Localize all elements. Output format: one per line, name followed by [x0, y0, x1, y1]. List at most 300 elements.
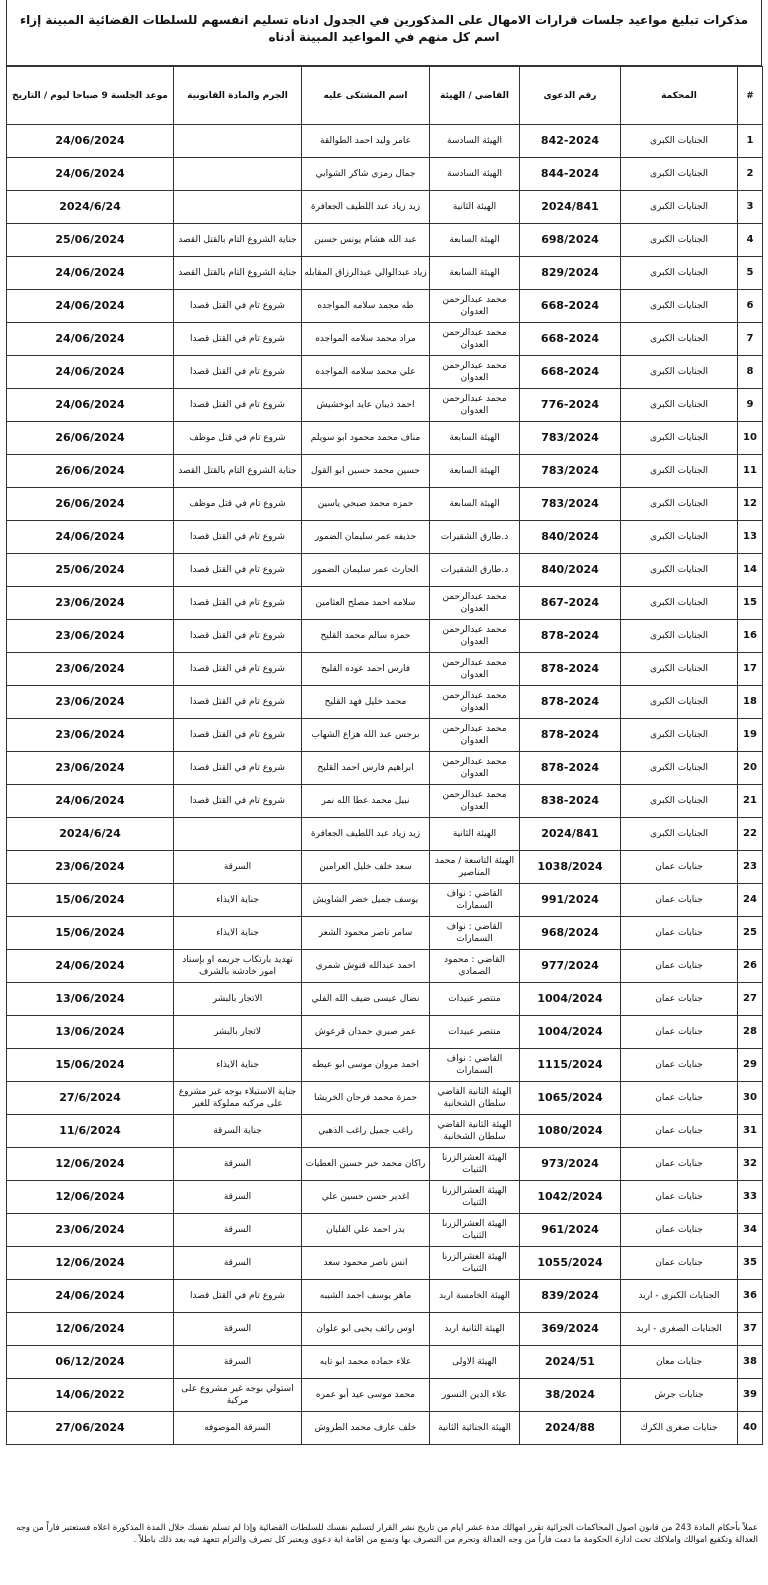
cell-judge: الهيئة الثانية اربد: [430, 1313, 520, 1346]
cell-case-number: 878-2024: [520, 719, 621, 752]
cell-index: 16: [738, 620, 763, 653]
cell-session-date: 25/06/2024: [7, 224, 174, 257]
cell-court: الجنايات الكبرى: [621, 356, 738, 389]
cell-charge: جناية الايذاء: [174, 917, 302, 950]
cell-case-number: 1080/2024: [520, 1115, 621, 1148]
cell-judge: الهيئة السادسة: [430, 125, 520, 158]
table-row: [7, 719, 763, 752]
cell-charge: الاتجار بالبشر: [174, 983, 302, 1016]
cell-case-number: 991/2024: [520, 884, 621, 917]
cell-case-number: 867-2024: [520, 587, 621, 620]
table-header: [7, 67, 763, 125]
cell-case-number: 1055/2024: [520, 1247, 621, 1280]
cell-court: الجنايات الكبرى - اربد: [621, 1280, 738, 1313]
cell-defendant: محمد موسى عيد أبو عمره: [302, 1379, 430, 1412]
cell-case-number: 961/2024: [520, 1214, 621, 1247]
cell-index: 12: [738, 488, 763, 521]
cell-judge: الهيئة الثانية: [430, 191, 520, 224]
cell-judge: علاء الدين النسور: [430, 1379, 520, 1412]
cell-session-date: 24/06/2024: [7, 950, 174, 983]
cell-court: الجنايات الكبرى: [621, 818, 738, 851]
cell-session-date: 24/06/2024: [7, 785, 174, 818]
cell-case-number: 1038/2024: [520, 851, 621, 884]
table-row: [7, 851, 763, 884]
cell-charge: جناية السرقة: [174, 1115, 302, 1148]
table-row: [7, 884, 763, 917]
cell-court: جنايات عمان: [621, 884, 738, 917]
cell-defendant: احمد ذيبان عايد ابوخشيش: [302, 389, 430, 422]
cell-index: 17: [738, 653, 763, 686]
table-row: [7, 818, 763, 851]
table-row: [7, 1049, 763, 1082]
cell-index: 10: [738, 422, 763, 455]
cell-charge: استولي بوجه غير مشروع على مركبة: [174, 1379, 302, 1412]
cell-session-date: 23/06/2024: [7, 851, 174, 884]
table-row: [7, 521, 763, 554]
table-row: [7, 224, 763, 257]
table-row: [7, 1214, 763, 1247]
cell-court: الجنايات الكبرى: [621, 257, 738, 290]
cell-judge: الهيئة الاولى: [430, 1346, 520, 1379]
cell-case-number: 783/2024: [520, 455, 621, 488]
cell-court: الجنايات الكبرى: [621, 785, 738, 818]
cell-charge: جناية الايذاء: [174, 1049, 302, 1082]
cell-session-date: 12/06/2024: [7, 1247, 174, 1280]
cell-session-date: 24/06/2024: [7, 257, 174, 290]
table-row: [7, 389, 763, 422]
cell-judge: الهيئة الجنائية الثانية: [430, 1412, 520, 1445]
cell-index: 5: [738, 257, 763, 290]
legal-footer-text: عملاً بأحكام المادة 243 من قانون اصول المحاكمات الجزائية تقرر امهالك مدة عشر ايام من تاريخ نشر القرار لتسليم نفسك للسلطات القضائية وإذا لم تسلم نفسك خلال المدة المذكورة اعلاه فستعتبر فاراً من وجه العدالة وتكفيع اموالك واملاكك تحت ادارة الحكومة ما دمت فاراً من وجه العدالة وتحرم من التصرف بها وتمنع من اقامة اية دعوى ويعتبر كل تصرف والتزام تتعهد فيه بعد ذلك باطلاً .: [16, 1523, 758, 1545]
cell-defendant: جمال رمزي شاكر الشوابي: [302, 158, 430, 191]
cell-charge: [174, 158, 302, 191]
cell-index: 28: [738, 1016, 763, 1049]
cell-case-number: 878-2024: [520, 752, 621, 785]
cell-judge: القاضي : نواف السمارات: [430, 1049, 520, 1082]
cell-index: 9: [738, 389, 763, 422]
table-row: [7, 290, 763, 323]
cell-defendant: راكان محمد خير حسين العطيات: [302, 1148, 430, 1181]
cell-judge: الهيئة العشرالزرنا الثنيات: [430, 1181, 520, 1214]
cell-index: 4: [738, 224, 763, 257]
cell-session-date: 23/06/2024: [7, 1214, 174, 1247]
cell-session-date: 23/06/2024: [7, 752, 174, 785]
cell-charge: شروع تام في القتل قصدا: [174, 719, 302, 752]
cell-judge: منتصر عبيدات: [430, 1016, 520, 1049]
cell-case-number: 2024/841: [520, 191, 621, 224]
table-row: [7, 1412, 763, 1445]
cell-case-number: 2024/841: [520, 818, 621, 851]
table-row: [7, 950, 763, 983]
cell-judge: منتصر عبيدات: [430, 983, 520, 1016]
cell-charge: شروع تام في قتل موظف: [174, 488, 302, 521]
cell-judge: الهيئة العشرالزرنا الثنيات: [430, 1247, 520, 1280]
cell-charge: شروع تام في القتل قصدا: [174, 1280, 302, 1313]
cell-court: الجنايات الكبرى: [621, 554, 738, 587]
cell-charge: السرقة: [174, 1214, 302, 1247]
cell-court: جنايات عمان: [621, 1016, 738, 1049]
cell-judge: محمد عبدالرحمن العدوان: [430, 686, 520, 719]
cell-court: الجنايات الصغرى - اربد: [621, 1313, 738, 1346]
cell-case-number: 668-2024: [520, 290, 621, 323]
cell-judge: الهيئة الخامسة اربد: [430, 1280, 520, 1313]
cell-index: 27: [738, 983, 763, 1016]
table-row: [7, 917, 763, 950]
cell-defendant: حسين محمد حسين ابو القول: [302, 455, 430, 488]
cell-charge: السرقة: [174, 1346, 302, 1379]
cell-session-date: 25/06/2024: [7, 554, 174, 587]
table-row: [7, 686, 763, 719]
cell-index: 31: [738, 1115, 763, 1148]
cell-court: جنايات عمان: [621, 1049, 738, 1082]
cell-judge: الهيئة الثانية: [430, 818, 520, 851]
cell-session-date: 23/06/2024: [7, 620, 174, 653]
cell-case-number: 1042/2024: [520, 1181, 621, 1214]
cell-case-number: 838-2024: [520, 785, 621, 818]
cell-judge: الهيئة السابعة: [430, 422, 520, 455]
cell-index: 30: [738, 1082, 763, 1115]
cell-judge: محمد عبدالرحمن العدوان: [430, 653, 520, 686]
cell-index: 34: [738, 1214, 763, 1247]
cell-session-date: 13/06/2024: [7, 983, 174, 1016]
col-header-defendant: اسم المشتكى عليه: [302, 67, 430, 125]
cell-judge: الهيئة السادسة: [430, 158, 520, 191]
col-header-case-number: رقم الدعوى: [520, 67, 621, 125]
cell-court: جنايات عمان: [621, 950, 738, 983]
cell-charge: [174, 191, 302, 224]
cell-court: جنايات عمان: [621, 1247, 738, 1280]
table-row: [7, 554, 763, 587]
cell-session-date: 27/06/2024: [7, 1412, 174, 1445]
col-header-judge: القاضي / الهيئة: [430, 67, 520, 125]
cell-index: 15: [738, 587, 763, 620]
table-row: [7, 1115, 763, 1148]
table-row: [7, 488, 763, 521]
table-row: [7, 653, 763, 686]
cell-index: 35: [738, 1247, 763, 1280]
cell-defendant: حذيفه عمر سليمان الضمور: [302, 521, 430, 554]
cell-defendant: زيد زياد عبد اللطيف الجعافرة: [302, 818, 430, 851]
cell-judge: محمد عبدالرحمن العدوان: [430, 752, 520, 785]
cell-judge: الهيئة العشرالزرنا الثنيات: [430, 1148, 520, 1181]
cell-court: الجنايات الكبرى: [621, 191, 738, 224]
cell-index: 29: [738, 1049, 763, 1082]
cell-judge: الهيئة السابعة: [430, 257, 520, 290]
cell-session-date: 26/06/2024: [7, 488, 174, 521]
cell-case-number: 840/2024: [520, 521, 621, 554]
cell-session-date: 23/06/2024: [7, 686, 174, 719]
cell-judge: محمد عبدالرحمن العدوان: [430, 719, 520, 752]
cell-case-number: 844-2024: [520, 158, 621, 191]
cell-defendant: حمزة محمد فرحان الخريشا: [302, 1082, 430, 1115]
cell-case-number: 698/2024: [520, 224, 621, 257]
cell-index: 20: [738, 752, 763, 785]
cell-court: جنايات معان: [621, 1346, 738, 1379]
cell-judge: محمد عبدالرحمن العدوان: [430, 290, 520, 323]
cell-judge: محمد عبدالرحمن العدوان: [430, 620, 520, 653]
cell-case-number: 840/2024: [520, 554, 621, 587]
cell-charge: جناية الشروع التام بالقتل القصد: [174, 257, 302, 290]
cell-judge: محمد عبدالرحمن العدوان: [430, 389, 520, 422]
cell-session-date: 23/06/2024: [7, 653, 174, 686]
cell-judge: محمد عبدالرحمن العدوان: [430, 785, 520, 818]
cell-judge: القاضي : نواف السمارات: [430, 917, 520, 950]
cell-index: 7: [738, 323, 763, 356]
cell-charge: السرقة الموصوفه: [174, 1412, 302, 1445]
cell-court: الجنايات الكبرى: [621, 752, 738, 785]
cell-charge: شروع تام في القتل قصدا: [174, 521, 302, 554]
cell-index: 36: [738, 1280, 763, 1313]
cell-court: جنايات عمان: [621, 1214, 738, 1247]
cell-session-date: 12/06/2024: [7, 1313, 174, 1346]
table-row: [7, 1016, 763, 1049]
cell-judge: القاضي : محمود الصمادي: [430, 950, 520, 983]
cell-index: 22: [738, 818, 763, 851]
cell-defendant: برجس عبد الله هزاع الشهاب: [302, 719, 430, 752]
cell-court: جنايات عمان: [621, 917, 738, 950]
cell-charge: شروع تام في القتل قصدا: [174, 389, 302, 422]
cell-session-date: 06/12/2024: [7, 1346, 174, 1379]
cell-index: 19: [738, 719, 763, 752]
cell-charge: شروع تام في القتل قصدا: [174, 620, 302, 653]
cell-charge: شروع تام في القتل قصدا: [174, 785, 302, 818]
cell-court: الجنايات الكبرى: [621, 686, 738, 719]
legal-footer: [10, 1522, 758, 1546]
cell-session-date: 15/06/2024: [7, 1049, 174, 1082]
cell-charge: [174, 818, 302, 851]
cell-court: الجنايات الكبرى: [621, 521, 738, 554]
cell-case-number: 878-2024: [520, 686, 621, 719]
cell-defendant: راغب جميل راغب الذهبي: [302, 1115, 430, 1148]
cell-court: الجنايات الكبرى: [621, 488, 738, 521]
cell-defendant: علي محمد سلامه المواجده: [302, 356, 430, 389]
cell-index: 25: [738, 917, 763, 950]
table-row: [7, 1379, 763, 1412]
cell-session-date: 24/06/2024: [7, 1280, 174, 1313]
cell-case-number: 973/2024: [520, 1148, 621, 1181]
cell-judge: الهيئة السابعة: [430, 455, 520, 488]
cell-defendant: حمزه سالم محمد القليح: [302, 620, 430, 653]
cell-session-date: 15/06/2024: [7, 884, 174, 917]
cell-case-number: 668-2024: [520, 356, 621, 389]
cell-defendant: احمد مروان موسى ابو عيطه: [302, 1049, 430, 1082]
cell-judge: الهيئة السابعة: [430, 224, 520, 257]
cell-court: جنايات جرش: [621, 1379, 738, 1412]
cell-session-date: 12/06/2024: [7, 1181, 174, 1214]
cell-case-number: 878-2024: [520, 620, 621, 653]
cell-session-date: 23/06/2024: [7, 719, 174, 752]
table-row: [7, 422, 763, 455]
cell-session-date: 14/06/2022: [7, 1379, 174, 1412]
cell-charge: شروع تام في القتل قصدا: [174, 554, 302, 587]
table-row: [7, 158, 763, 191]
cell-session-date: 24/06/2024: [7, 158, 174, 191]
cell-charge: السرقة: [174, 1247, 302, 1280]
table-row: [7, 983, 763, 1016]
cell-judge: د.طارق الشقيرات: [430, 521, 520, 554]
table-row: [7, 191, 763, 224]
cell-court: جنايات عمان: [621, 851, 738, 884]
cell-case-number: 783/2024: [520, 422, 621, 455]
cell-case-number: 1115/2024: [520, 1049, 621, 1082]
cell-court: جنايات صغرى الكرك: [621, 1412, 738, 1445]
cell-session-date: 15/06/2024: [7, 917, 174, 950]
cell-charge: جناية الشروع التام بالقتل القصد: [174, 455, 302, 488]
cell-charge: السرقة: [174, 851, 302, 884]
cell-court: الجنايات الكبرى: [621, 620, 738, 653]
cell-charge: السرقة: [174, 1148, 302, 1181]
table-row: [7, 323, 763, 356]
cell-session-date: 24/06/2024: [7, 290, 174, 323]
table-row: [7, 785, 763, 818]
cell-defendant: عبد الله هشام يونس حسين: [302, 224, 430, 257]
cell-case-number: 977/2024: [520, 950, 621, 983]
cell-case-number: 2024/88: [520, 1412, 621, 1445]
cell-court: الجنايات الكبرى: [621, 455, 738, 488]
table-row: [7, 455, 763, 488]
cell-charge: شروع تام في القتل قصدا: [174, 356, 302, 389]
cell-charge: شروع تام في القتل قصدا: [174, 290, 302, 323]
cell-charge: لاتجار بالبشر: [174, 1016, 302, 1049]
cell-defendant: ماهر يوسف احمد الشيبه: [302, 1280, 430, 1313]
cell-index: 6: [738, 290, 763, 323]
cell-defendant: مناف محمد محمود ابو سويلم: [302, 422, 430, 455]
cell-index: 37: [738, 1313, 763, 1346]
cell-case-number: 369/2024: [520, 1313, 621, 1346]
cell-charge: جناية الشروع التام بالقتل القصد: [174, 224, 302, 257]
cell-defendant: بدر احمد علي الفلبان: [302, 1214, 430, 1247]
cell-index: 3: [738, 191, 763, 224]
cell-case-number: 38/2024: [520, 1379, 621, 1412]
cell-index: 1: [738, 125, 763, 158]
cell-session-date: 2024/6/24: [7, 818, 174, 851]
cell-judge: الهيئة السابعة: [430, 488, 520, 521]
cell-session-date: 24/06/2024: [7, 521, 174, 554]
cell-index: 26: [738, 950, 763, 983]
cell-defendant: سامر ناصر محمود الشعر: [302, 917, 430, 950]
cell-session-date: 11/6/2024: [7, 1115, 174, 1148]
cell-court: جنايات عمان: [621, 1148, 738, 1181]
cell-charge: السرقة: [174, 1313, 302, 1346]
cell-session-date: 24/06/2024: [7, 323, 174, 356]
cell-defendant: عمر صبري حمدان قرعوش: [302, 1016, 430, 1049]
cell-defendant: فارس احمد عوده القليح: [302, 653, 430, 686]
cell-court: جنايات عمان: [621, 983, 738, 1016]
cell-court: الجنايات الكبرى: [621, 158, 738, 191]
cell-court: الجنايات الكبرى: [621, 389, 738, 422]
table-row: [7, 1280, 763, 1313]
summons-table: [6, 66, 763, 1445]
cell-defendant: محمد خليل فهد القليح: [302, 686, 430, 719]
cell-defendant: سعد خلف خليل العرامين: [302, 851, 430, 884]
table-row: [7, 125, 763, 158]
cell-session-date: 23/06/2024: [7, 587, 174, 620]
cell-judge: د.طارق الشقيرات: [430, 554, 520, 587]
cell-case-number: 783/2024: [520, 488, 621, 521]
cell-index: 8: [738, 356, 763, 389]
cell-index: 18: [738, 686, 763, 719]
cell-defendant: الحارث عمر سليمان الضمور: [302, 554, 430, 587]
col-header-charge: الجرم والمادة القانونية: [174, 67, 302, 125]
cell-judge: محمد عبدالرحمن العدوان: [430, 356, 520, 389]
cell-judge: الهيئة التاسعة / محمد المناصير: [430, 851, 520, 884]
table-row: [7, 752, 763, 785]
cell-index: 40: [738, 1412, 763, 1445]
cell-defendant: زياد عبدالوالي عبدالرزاق المقابله: [302, 257, 430, 290]
cell-session-date: 26/06/2024: [7, 455, 174, 488]
table-row: [7, 620, 763, 653]
cell-charge: السرقة: [174, 1181, 302, 1214]
cell-judge: القاضي : نواف السمارات: [430, 884, 520, 917]
cell-index: 33: [738, 1181, 763, 1214]
table-row: [7, 1148, 763, 1181]
cell-defendant: مراد محمد سلامه المواجده: [302, 323, 430, 356]
cell-charge: شروع تام في القتل قصدا: [174, 323, 302, 356]
cell-index: 38: [738, 1346, 763, 1379]
cell-session-date: 27/6/2024: [7, 1082, 174, 1115]
cell-session-date: 26/06/2024: [7, 422, 174, 455]
cell-case-number: 829/2024: [520, 257, 621, 290]
cell-charge: شروع تام في القتل قصدا: [174, 653, 302, 686]
cell-judge: الهيئة الثانية القاضي سلطان الشخانبة: [430, 1082, 520, 1115]
table-row: [7, 1247, 763, 1280]
cell-case-number: 668-2024: [520, 323, 621, 356]
cell-index: 39: [738, 1379, 763, 1412]
cell-court: الجنايات الكبرى: [621, 290, 738, 323]
cell-case-number: 842-2024: [520, 125, 621, 158]
cell-session-date: 24/06/2024: [7, 125, 174, 158]
table-row: [7, 356, 763, 389]
cell-charge: جناية الاستيلاء بوجه غير مشروع على مركبه مملوكة للغير: [174, 1082, 302, 1115]
cell-defendant: نبيل محمد عطا الله نمر: [302, 785, 430, 818]
table-row: [7, 1082, 763, 1115]
cell-charge: [174, 125, 302, 158]
cell-defendant: علاء حماده محمد ابو تايه: [302, 1346, 430, 1379]
cell-session-date: 12/06/2024: [7, 1148, 174, 1181]
cell-index: 24: [738, 884, 763, 917]
cell-case-number: 776-2024: [520, 389, 621, 422]
cell-case-number: 2024/51: [520, 1346, 621, 1379]
cell-defendant: نضال عيسى ضيف الله الفلي: [302, 983, 430, 1016]
cell-defendant: خلف عارف محمد الطروش: [302, 1412, 430, 1445]
cell-index: 32: [738, 1148, 763, 1181]
cell-court: الجنايات الكبرى: [621, 224, 738, 257]
cell-court: الجنايات الكبرى: [621, 422, 738, 455]
cell-index: 14: [738, 554, 763, 587]
cell-case-number: 968/2024: [520, 917, 621, 950]
cell-charge: شروع تام في القتل قصدا: [174, 686, 302, 719]
cell-defendant: عامر وليد احمد الطوالقة: [302, 125, 430, 158]
cell-court: جنايات عمان: [621, 1082, 738, 1115]
cell-index: 2: [738, 158, 763, 191]
cell-session-date: 2024/6/24: [7, 191, 174, 224]
cell-defendant: ابراهيم فارس احمد القليح: [302, 752, 430, 785]
cell-court: الجنايات الكبرى: [621, 719, 738, 752]
cell-session-date: 24/06/2024: [7, 356, 174, 389]
notice-title: مذكرات تبليغ مواعيد جلسات قرارات الامهال على المذكورين في الجدول ادناه تسليم انفسهم للسلطات القضائية المبينة إزاء اسم كل منهم في المواعيد المبينة أدناه: [19, 13, 749, 44]
cell-defendant: اغدير حسن حسين علي: [302, 1181, 430, 1214]
notice-header: [6, 0, 762, 66]
cell-defendant: انس ناصر محمود سعد: [302, 1247, 430, 1280]
cell-defendant: احمد عبدالله قنوش شمري: [302, 950, 430, 983]
cell-court: الجنايات الكبرى: [621, 653, 738, 686]
cell-charge: شروع تام في القتل قصدا: [174, 587, 302, 620]
cell-case-number: 878-2024: [520, 653, 621, 686]
cell-judge: محمد عبدالرحمن العدوان: [430, 323, 520, 356]
cell-court: جنايات عمان: [621, 1181, 738, 1214]
cell-session-date: 24/06/2024: [7, 389, 174, 422]
cell-judge: الهيئة الثانية القاضي سلطان الشخانبة: [430, 1115, 520, 1148]
